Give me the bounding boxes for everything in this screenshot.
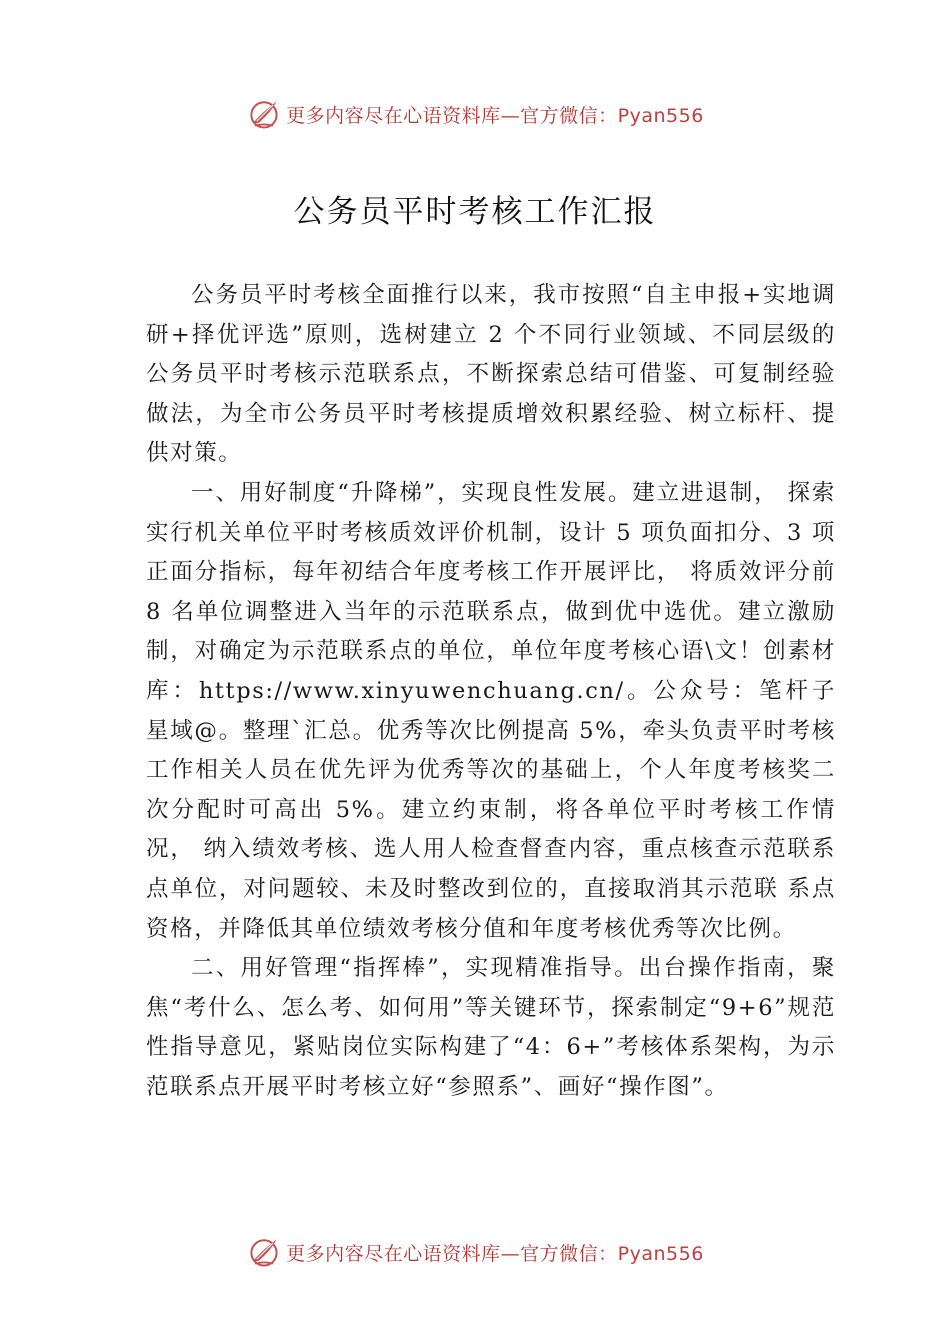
- quill-pen-logo-icon: [246, 96, 282, 132]
- header-banner: [0, 94, 950, 134]
- footer-banner: [0, 1232, 950, 1272]
- footer-wechat-id: Pyan556: [617, 1242, 704, 1265]
- paragraph-section-one: 一、用好制度“升降梯”，实现良性发展。建立进退制， 探索实行机关单位平时考核质效评价机制，设计 5 项负面扣分、3 项正面分指标，每年初结合年度考核工作开展评比， 将质效评分前 8 名单位调整进入当年的示范联系点，做到优中选优。建立激励制，对确定为示范联系点的单位，单位年度考核心语\文！创素材库：https://www.xinyuwenchuang.cn/。公众号：笔杆子星域@。整理`汇总。优秀等次比例提高 5%，牵头负责平时考核工作相关人员在优先评为优秀等次的基础上，个人年度考核奖二次分配时可高出 5%。建立约束制，将各单位平时考核工作情况， 纳入绩效考核、选人用人检查督查内容，重点核查示范联系点单位，对问题较、未及时整改到位的，直接取消其示范联 系点资格，并降低其单位绩效考核分值和年度考核优秀等次比例。: [146, 479, 836, 942]
- paragraph-section-two: 二、用好管理“指挥棒”，实现精准指导。出台操作指南，聚焦“考什么、怎么考、如何用”等关键环节，探索制定“9+6”规范性指导意见，紧贴岗位实际构建了“4：6+”考核体系架构，为示范联系点开展平时考核立好“参照系”、画好“操作图”。: [146, 955, 836, 1100]
- paragraph-intro: 公务员平时考核全面推行以来，我市按照“自主申报+实地调研+择优评选”原则，选树建立 2 个不同行业领域、不同层级的公务员平时考核示范联系点，不断探索总结可借鉴、可复制经验做法，为全市公务员平时考核提质增效积累经验、树立标杆、提供对策。: [146, 282, 836, 467]
- footer-banner-text: 更多内容尽在心语资料库—官方微信：Pyan556: [286, 1242, 704, 1265]
- document-body: [146, 276, 836, 1107]
- header-wechat-id: Pyan556: [617, 104, 704, 127]
- header-banner-text: 更多内容尽在心语资料库—官方微信：Pyan556: [286, 104, 704, 127]
- document-title: 公务员平时考核工作汇报: [293, 194, 657, 230]
- quill-pen-logo-icon: [246, 1234, 282, 1270]
